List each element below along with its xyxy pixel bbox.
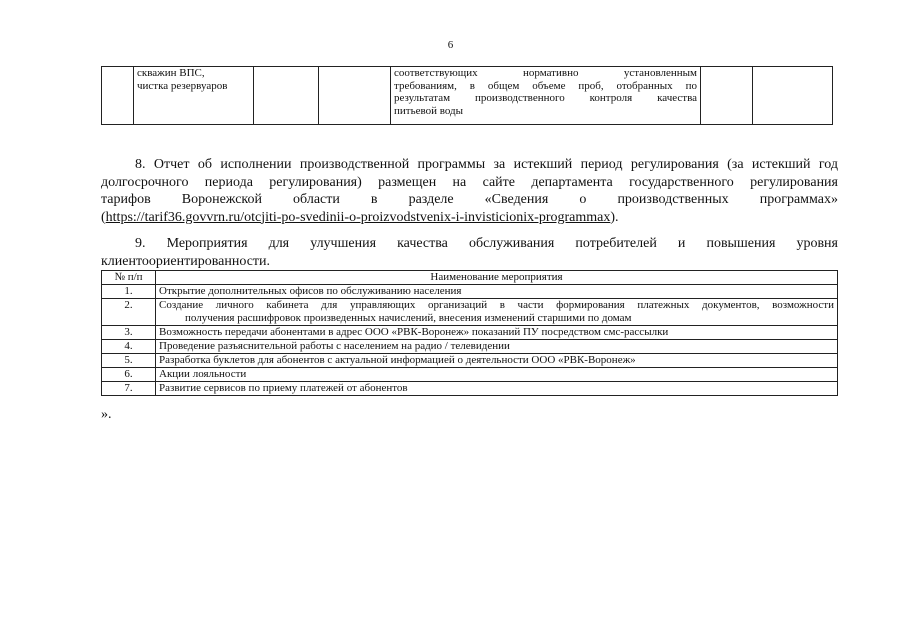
- department-link[interactable]: https://tarif36.govvrn.ru/otcjiti-po-svedinii-o-proizvodstvenix-i-invisticionix-programmax: [105, 209, 611, 225]
- measure-name: Развитие сервисов по приему платежей от абонентов: [156, 382, 838, 396]
- table-row: [102, 340, 838, 354]
- table-cell: [753, 67, 833, 125]
- column-header-number: № п/п: [102, 271, 156, 285]
- cell-text-line: скважин ВПС,: [137, 67, 205, 79]
- measure-name: Акции лояльности: [156, 368, 838, 382]
- column-header-name: Наименование мероприятия: [156, 271, 838, 285]
- paragraph-line: долгосрочного периода регулирования) размещен на сайте департамента государственного регулирования: [101, 174, 838, 190]
- row-number: 2.: [102, 299, 156, 326]
- measure-name: Проведение разъяснительной работы с населением на радио / телевидении: [156, 340, 838, 354]
- cell-text-line: соответствующих нормативно установленным: [394, 67, 697, 79]
- paragraph-line: [101, 209, 838, 227]
- table-cell: [701, 67, 753, 125]
- measure-name: Возможность передачи абонентами в адрес ООО «РВК-Воронеж» показаний ПУ посредством смс-рассылки: [156, 326, 838, 340]
- table-row: [102, 368, 838, 382]
- measure-name-line: получения расшифровок произведенных начислений, внесения изменений старшими по домам: [185, 312, 632, 324]
- table-row: [102, 67, 833, 125]
- row-number: 4.: [102, 340, 156, 354]
- cell-text-line: чистка резервуаров: [137, 79, 228, 92]
- closing-quote: ».: [101, 407, 112, 422]
- close-punct: ).: [610, 209, 619, 225]
- measure-name: Разработка буклетов для абонентов с актуальной информацией о деятельности ООО «РВК-Воронеж»: [156, 354, 838, 368]
- row-number: 3.: [102, 326, 156, 340]
- table-header-row: [102, 271, 838, 285]
- measure-name: Открытие дополнительных офисов по обслуживанию населения: [156, 285, 838, 299]
- page-number: 6: [447, 39, 454, 51]
- measure-name-line: Создание личного кабинета для управляющих организаций в части формирования платежных документов, возможности: [159, 299, 834, 311]
- row-number: 6.: [102, 368, 156, 382]
- cell-text-line: требованиям, в общем объеме проб, отобранных по: [394, 79, 697, 92]
- table-row: [102, 382, 838, 396]
- open-paren: (: [101, 209, 106, 225]
- paragraph-line: тарифов Воронежской области в разделе «Сведения о производственных программах»: [101, 192, 838, 207]
- paragraph-8: [101, 156, 838, 226]
- table-row: [102, 299, 838, 326]
- row-number: 1.: [102, 285, 156, 299]
- cell-text-line: результатам производственного контроля качества: [394, 92, 697, 104]
- paragraph-line: 9. Мероприятия для улучшения качества обслуживания потребителей и повышения уровня: [135, 236, 838, 251]
- table-cell: [102, 67, 134, 125]
- measure-name: [156, 299, 838, 326]
- table-row: [102, 354, 838, 368]
- table-cell: [319, 67, 391, 125]
- cell-text-line: питьевой воды: [394, 104, 464, 117]
- table-row: [102, 326, 838, 340]
- paragraph-line: клиентоориентированности.: [101, 253, 271, 269]
- table-cell: [134, 67, 254, 125]
- table-row: [102, 285, 838, 299]
- table-cell: [254, 67, 319, 125]
- measures-table: [101, 270, 838, 396]
- table-cell: [391, 67, 701, 125]
- row-number: 7.: [102, 382, 156, 396]
- paragraph-line: 8. Отчет об исполнении производственной программы за истекший период регулирования (за истекший год: [135, 157, 838, 172]
- paragraph-9: [101, 235, 838, 270]
- continued-indicators-table: [101, 66, 833, 125]
- row-number: 5.: [102, 354, 156, 368]
